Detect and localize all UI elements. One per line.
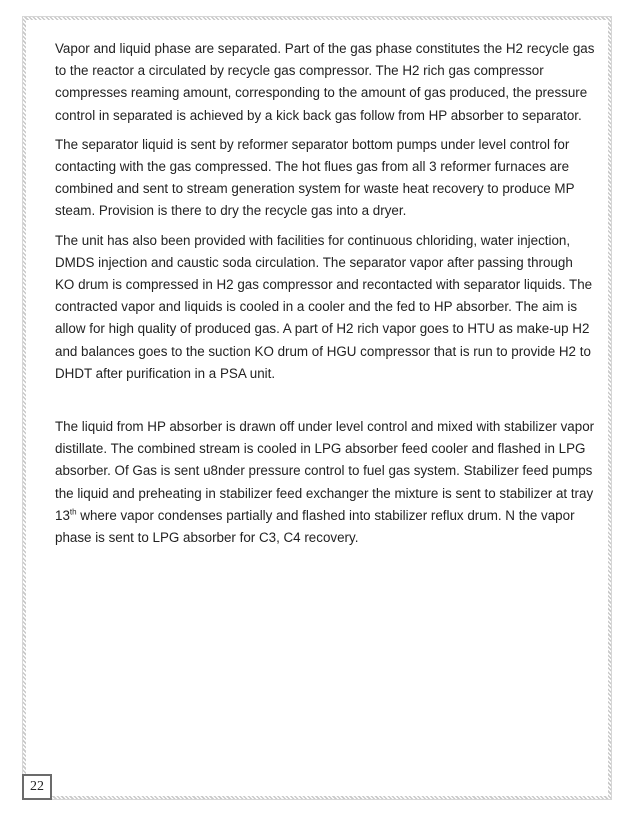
page-number: 22 <box>22 774 52 800</box>
paragraph-hp-absorber-text-end: where vapor condenses partially and flashed into stabilizer reflux drum. N the vapor phase is sent to LPG absorber for C3, C4 recovery. <box>55 507 575 546</box>
paragraph-separator-liquid: The separator liquid is sent by reformer separator bottom pumps under level control for contacting with the gas compressed. The hot flues gas from all 3 reformer furnaces are combined and sent to stream generation system for waste heat recovery to produce MP steam. Provision is there to dry the recycle gas into a dryer. <box>55 136 575 219</box>
page-body <box>55 38 595 556</box>
paragraph-hp-absorber-text: The liquid from HP absorber is drawn off under level control and mixed with stabilizer vapor distillate. The combined stream is cooled in LPG absorber feed cooler and flashed in LPG absorber. Of Gas is sent u8nder pressure control to fuel gas system. Stabilizer feed pumps the liquid and preheating in stabilizer feed exchanger the mixture is sent to stabilizer at tray 13 <box>55 419 595 523</box>
ordinal-suffix: th <box>69 507 77 517</box>
paragraph-unit-facilities: The unit has also been provided with facilities for continuous chloriding, water injection, DMDS injection and caustic soda circulation. The separator vapor after passing through KO drum is compressed in H2 gas compressor and recontacted with separator liquids. The contracted vapor and liquids is cooled in a cooler and the fed to HP absorber. The aim is allow for high quality of produced gas. A part of H2 rich vapor goes to HTU as make-up H2 and balances goes to the suction KO drum of HGU compressor that is run to provide H2 to DHDT after purification in a PSA unit. <box>55 232 593 381</box>
paragraph-separation: Vapor and liquid phase are separated. Part of the gas phase constitutes the H2 recycle gas to the reactor a circulated by recycle gas compressor. The H2 rich gas compressor compresses reaming amount, corresponding to the amount of gas produced, the pressure control in separated is achieved by a kick back gas follow from HP absorber to separator. <box>55 41 595 123</box>
paragraph-hp-absorber <box>55 416 595 549</box>
